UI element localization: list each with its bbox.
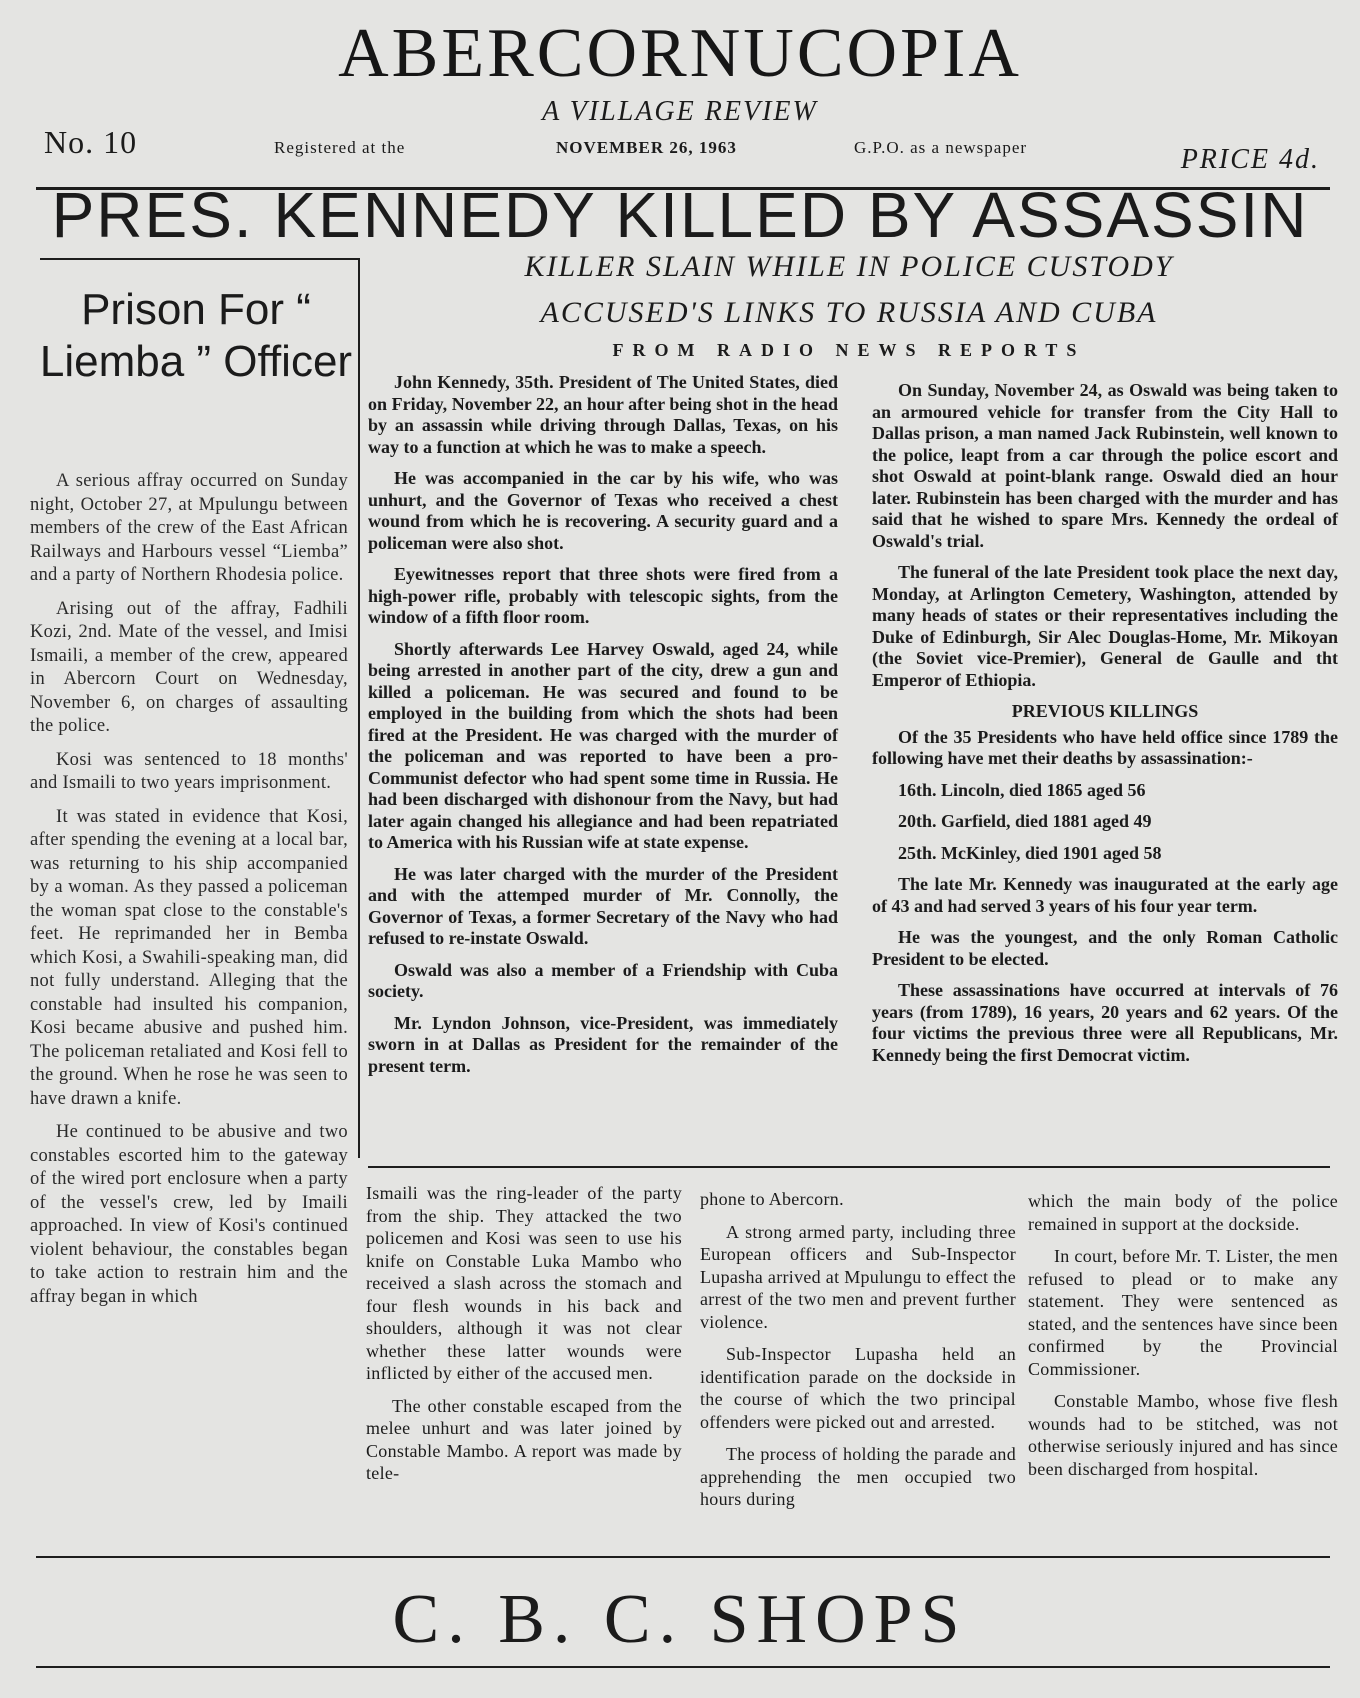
killing-list-item: 25th. McKinley, died 1901 aged 58: [898, 842, 1162, 863]
prison-paragraph: It was stated in evidence that Kosi, after spending the evening at a local bar, was returning to his ship accompanied by a woman. As they passed a policeman the woman spat close to the constable's feet. He reprimanded her in Bemba which Kosi, a Swahili-speaking man, did not fully understand. Alleging that the constable had insulted his companion, Kosi became abusive and pushed him. The policeman retaliated and Kosi fell to the ground. When he rose he was seen to have drawn a knife.: [30, 806, 348, 1109]
prison-top-rule: [40, 258, 358, 260]
prison-paragraph: The other constable escaped from the melee unhurt and was later joined by Constable Mambo. A report was made by tele-: [366, 1395, 682, 1483]
prison-column-2: [366, 1182, 682, 1495]
issue-price: PRICE 4d.: [1180, 144, 1320, 175]
prison-paragraph: In court, before Mr. T. Lister, the men refused to plead or to make any statement. They were sentenced as stated, and the sentences have since been confirmed by the Provincial Commissioner.: [1028, 1246, 1338, 1379]
prison-paragraph: Constable Mambo, whose five flesh wounds had to be stitched, was not otherwise seriously injured and has since been discharged from hospital.: [1028, 1391, 1338, 1479]
prison-column-4: [1028, 1190, 1338, 1490]
lead-source-line: FROM RADIO NEWS REPORTS: [612, 340, 1086, 360]
lead-paragraph: On Sunday, November 24, as Oswald was being taken to an armoured vehicle for transfer from the City Hall to Dallas prison, a man named Jack Rubinstein, well known to the police, leapt from a car through the police escort and shot Oswald at point-blank range. Oswald died an hour later. Rubinstein has been charged with the murder and has said that he wished to spare Mrs. Kennedy the ordeal of Oswald's trial.: [872, 380, 1338, 551]
prison-paragraph: Ismaili was the ring-leader of the party from the ship. They attacked the two policemen and Kosi was seen to use his knife on Constable Luka Mambo who received a slash across the stomach and four flesh wounds in his back and shoulders, although it was not clear whether these latter wounds were inflicted by either of the accused men.: [366, 1183, 682, 1383]
prison-column-1: [30, 470, 348, 1319]
lead-bottom-rule: [368, 1166, 1330, 1168]
lead-paragraph: He was the youngest, and the only Roman Catholic President to be elected.: [872, 927, 1338, 969]
lead-paragraph: He was later charged with the murder of the President and with the attemped murder of Mr. Connolly, the Governor of Texas, a former Secretary of the Navy who had refused to re-instate Oswald.: [368, 863, 838, 948]
column-divider-vertical: [358, 258, 360, 1158]
lead-deck-2: ACCUSED'S LINKS TO RUSSIA AND CUBA: [540, 296, 1158, 329]
lead-paragraph: John Kennedy, 35th. President of The United States, died on Friday, November 22, an hour after being shot in the head by an assassin while driving through Dallas, Texas, on his way to a function at which he was to make a speech.: [368, 372, 838, 457]
lead-column-1: [368, 372, 838, 1087]
prison-paragraph: He continued to be abusive and two constables escorted him to the gateway of the wired port enclosure when a party of the vessel's crew, led by Imaili approached. In view of Kosi's continued violent behaviour, the constables began to take action to restrain him and the affray began in which: [30, 1122, 348, 1307]
killing-list-item: 20th. Garfield, died 1881 aged 49: [898, 811, 1152, 831]
advert-banner: C. B. C. SHOPS: [392, 1581, 968, 1658]
masthead-subtitle: A VILLAGE REVIEW: [542, 96, 818, 127]
lead-headline: PRES. KENNEDY KILLED BY ASSASSIN: [51, 179, 1309, 251]
lead-deck-1: KILLER SLAIN WHILE IN POLICE CUSTODY: [524, 250, 1174, 283]
registration-note-left: Registered at the: [274, 138, 406, 157]
lead-paragraph: The late Mr. Kennedy was inaugurated at the early age of 43 and had served 3 years of his four year term.: [872, 874, 1338, 916]
prison-column-3: [700, 1188, 1016, 1521]
lead-paragraph: Shortly afterwards Lee Harvey Oswald, aged 24, while being arrested in another part of the city, drew a gun and killed a policeman. He was secured and found to be employed in the building from which the shots had been fired at the President. He was charged with the murder of the policeman and was reported to have been a pro-Communist defector who had spent some time in Russia. He had been discharged with dishonour from the Navy, but had later again changed his allegiance and had been repatriated to America with his Russian wife at state expense.: [368, 638, 838, 852]
lead-paragraph: Mr. Lyndon Johnson, vice-President, was immediately sworn in at Dallas as President for the remainder of the present term.: [368, 1012, 838, 1076]
footer-top-rule: [36, 1556, 1330, 1558]
lead-paragraph: The funeral of the late President took place the next day, Monday, at Arlington Cemetery, Washington, attended by many heads of states or their representatives including the Duke of Edinburgh, Sir Alec Douglas-Home, Mr. Mikoyan (the Soviet vice-Premier), General de Gaulle and tht Emperor of Ethiopia.: [872, 562, 1338, 690]
prison-paragraph: A strong armed party, including three European officers and Sub-Inspector Lupasha arrived at Mpulungu to effect the arrest of the two men and prevent further violence.: [700, 1221, 1016, 1332]
prison-headline: Prison For “ Liemba ” Officer: [39, 285, 353, 386]
previous-killings-heading: PREVIOUS KILLINGS: [1011, 701, 1199, 721]
lead-paragraph: He was accompanied in the car by his wife, who was unhurt, and the Governor of Texas who received a chest wound from which he is recovering. A security guard and a policeman were also shot.: [368, 468, 838, 553]
prison-paragraph: Kosi was sentenced to 18 months' and Ismaili to two years imprisonment.: [30, 749, 348, 793]
lead-column-2: [872, 380, 1338, 1076]
prison-paragraph: The process of holding the parade and apprehending the men occupied two hours during: [700, 1444, 1016, 1509]
lead-paragraph: These assassinations have occurred at intervals of 76 years (from 1789), 16 years, 20 years and 62 years. Of the four victims the previous three were all Republicans, Mr. Kennedy being the first Democrat victim.: [872, 980, 1338, 1065]
prison-paragraph: which the main body of the police remained in support at the dockside.: [1028, 1191, 1338, 1234]
killing-list-item: 16th. Lincoln, died 1865 aged 56: [898, 779, 1146, 800]
prison-paragraph: A serious affray occurred on Sunday night, October 27, at Mpulungu between members of the crew of the East African Railways and Harbours vessel “Liemba” and a party of Northern Rhodesia police.: [30, 471, 348, 585]
prison-paragraph: phone to Abercorn.: [700, 1189, 844, 1209]
lead-paragraph: Oswald was also a member of a Friendship with Cuba society.: [368, 959, 838, 1001]
prison-paragraph: Arising out of the affray, Fadhili Kozi, 2nd. Mate of the vessel, and Imisi Ismaili, a member of the crew, appeared in Abercorn Court on Wednesday, November 6, on charges of assaulting the police.: [30, 598, 348, 736]
lead-paragraph: Eyewitnesses report that three shots were fired from a high-power rifle, probably with telescopic sights, from the window of a fifth floor room.: [368, 564, 838, 627]
prison-paragraph: Sub-Inspector Lupasha held an identification parade on the dockside in the course of which the two principal offenders were picked out and arrested.: [700, 1344, 1016, 1432]
registration-note-right: G.P.O. as a newspaper: [854, 138, 1028, 157]
masthead-title: ABERCORNUCOPIA: [338, 15, 1022, 92]
lead-paragraph: Of the 35 Presidents who have held office since 1789 the following have met their deaths by assassination:-: [872, 726, 1338, 768]
issue-date: NOVEMBER 26, 1963: [556, 138, 737, 157]
footer-bottom-rule: [36, 1666, 1330, 1668]
issue-number: No. 10: [44, 124, 138, 160]
